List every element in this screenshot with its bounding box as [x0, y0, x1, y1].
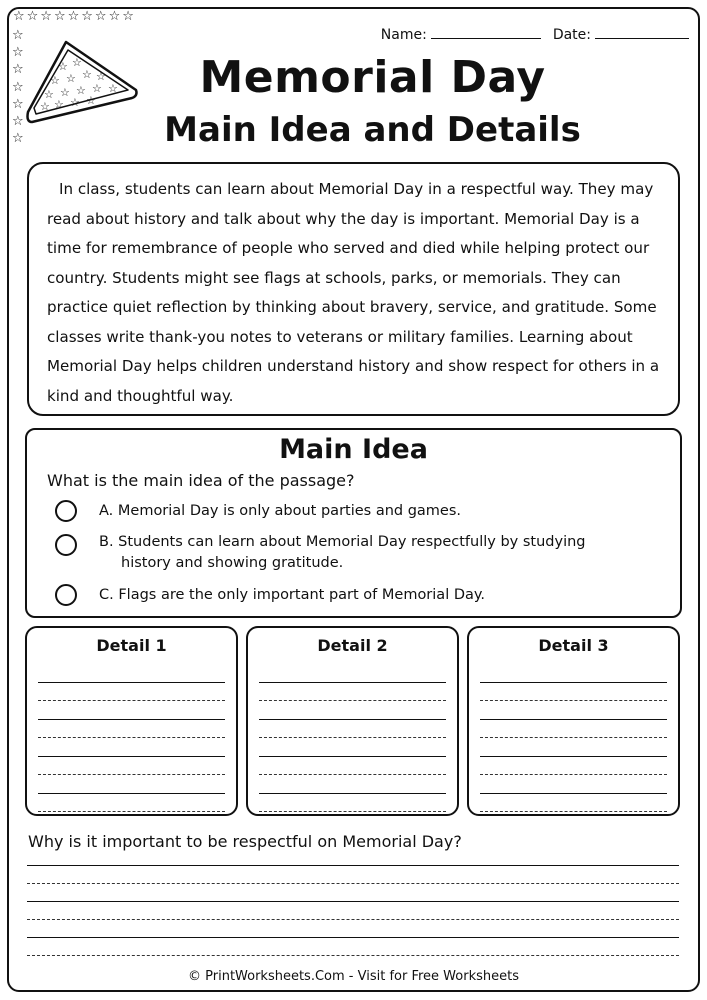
option-a[interactable]: [55, 501, 619, 522]
main-idea-box: [25, 428, 682, 618]
option-a-text: A. Memorial Day is only about parties and games.: [99, 503, 462, 519]
svg-text:☆: ☆: [76, 84, 86, 97]
date-field[interactable]: [553, 26, 689, 43]
option-c[interactable]: [55, 585, 619, 606]
detail-2-answer-lines[interactable]: [259, 664, 446, 812]
detail-3-answer-lines[interactable]: [480, 664, 667, 812]
svg-text:☆: ☆: [54, 98, 64, 111]
detail-1-title: Detail 1: [96, 636, 167, 655]
option-b[interactable]: [55, 532, 619, 574]
respect-question: Why is it important to be respectful on Memorial Day?: [28, 832, 462, 851]
star-border-top: ☆☆☆☆☆☆☆☆☆: [13, 9, 136, 24]
svg-text:☆: ☆: [96, 70, 106, 83]
name-label: Name:: [380, 27, 427, 43]
svg-text:☆: ☆: [66, 72, 76, 85]
detail-2-title: Detail 2: [317, 636, 388, 655]
detail-3-title: Detail 3: [538, 636, 609, 655]
svg-text:☆: ☆: [92, 82, 102, 95]
radio-circle-icon[interactable]: [55, 534, 77, 556]
svg-text:☆: ☆: [50, 74, 60, 87]
date-label: Date:: [552, 27, 591, 43]
worksheet-title: Memorial Day: [199, 52, 546, 103]
main-idea-heading: Main Idea: [279, 434, 428, 465]
main-idea-question: What is the main idea of the passage?: [47, 471, 355, 490]
svg-text:☆: ☆: [44, 88, 54, 101]
radio-circle-icon[interactable]: [55, 584, 77, 606]
svg-text:☆: ☆: [108, 82, 118, 95]
svg-text:☆: ☆: [58, 60, 68, 73]
option-b-text-cont: history and showing gratitude.: [121, 555, 344, 571]
svg-text:☆: ☆: [40, 100, 50, 113]
name-field[interactable]: [381, 26, 541, 43]
detail-1-answer-lines[interactable]: [38, 664, 225, 812]
svg-text:☆: ☆: [60, 86, 70, 99]
detail-box-3: [467, 626, 680, 816]
name-date-fields: [381, 26, 689, 43]
svg-text:☆: ☆: [72, 56, 82, 69]
passage-text: In class, students can learn about Memorial Day in a respectful way. They may read about history and talk about why the day is important. Memorial Day is a time for remembrance of people who served and died while helping protect our country. Students might see flags at schools, parks, or memorials. They can practice quiet reflection by thinking about bravery, service, and gratitude. Some classes write thank-you notes to veterans or military families. Learning about Memorial Day helps children understand history and show respect for others in a kind and thoughtful way.: [47, 180, 660, 405]
worksheet-subtitle: Main Idea and Details: [164, 110, 581, 150]
respect-answer-lines[interactable]: [27, 848, 679, 956]
reading-passage: [27, 162, 680, 416]
radio-circle-icon[interactable]: [55, 500, 77, 522]
detail-box-1: [25, 626, 238, 816]
option-b-text: B. Students can learn about Memorial Day respectfully by studying: [99, 534, 586, 550]
svg-text:☆: ☆: [82, 68, 92, 81]
svg-text:☆: ☆: [86, 94, 96, 107]
svg-text:☆: ☆: [70, 96, 80, 109]
detail-box-2: [246, 626, 459, 816]
footer-credit: © PrintWorksheets.Com - Visit for Free Worksheets: [188, 969, 519, 984]
star-border-left: ☆ ☆ ☆ ☆ ☆ ☆ ☆: [12, 28, 24, 147]
option-c-text: C. Flags are the only important part of Memorial Day.: [99, 587, 485, 603]
